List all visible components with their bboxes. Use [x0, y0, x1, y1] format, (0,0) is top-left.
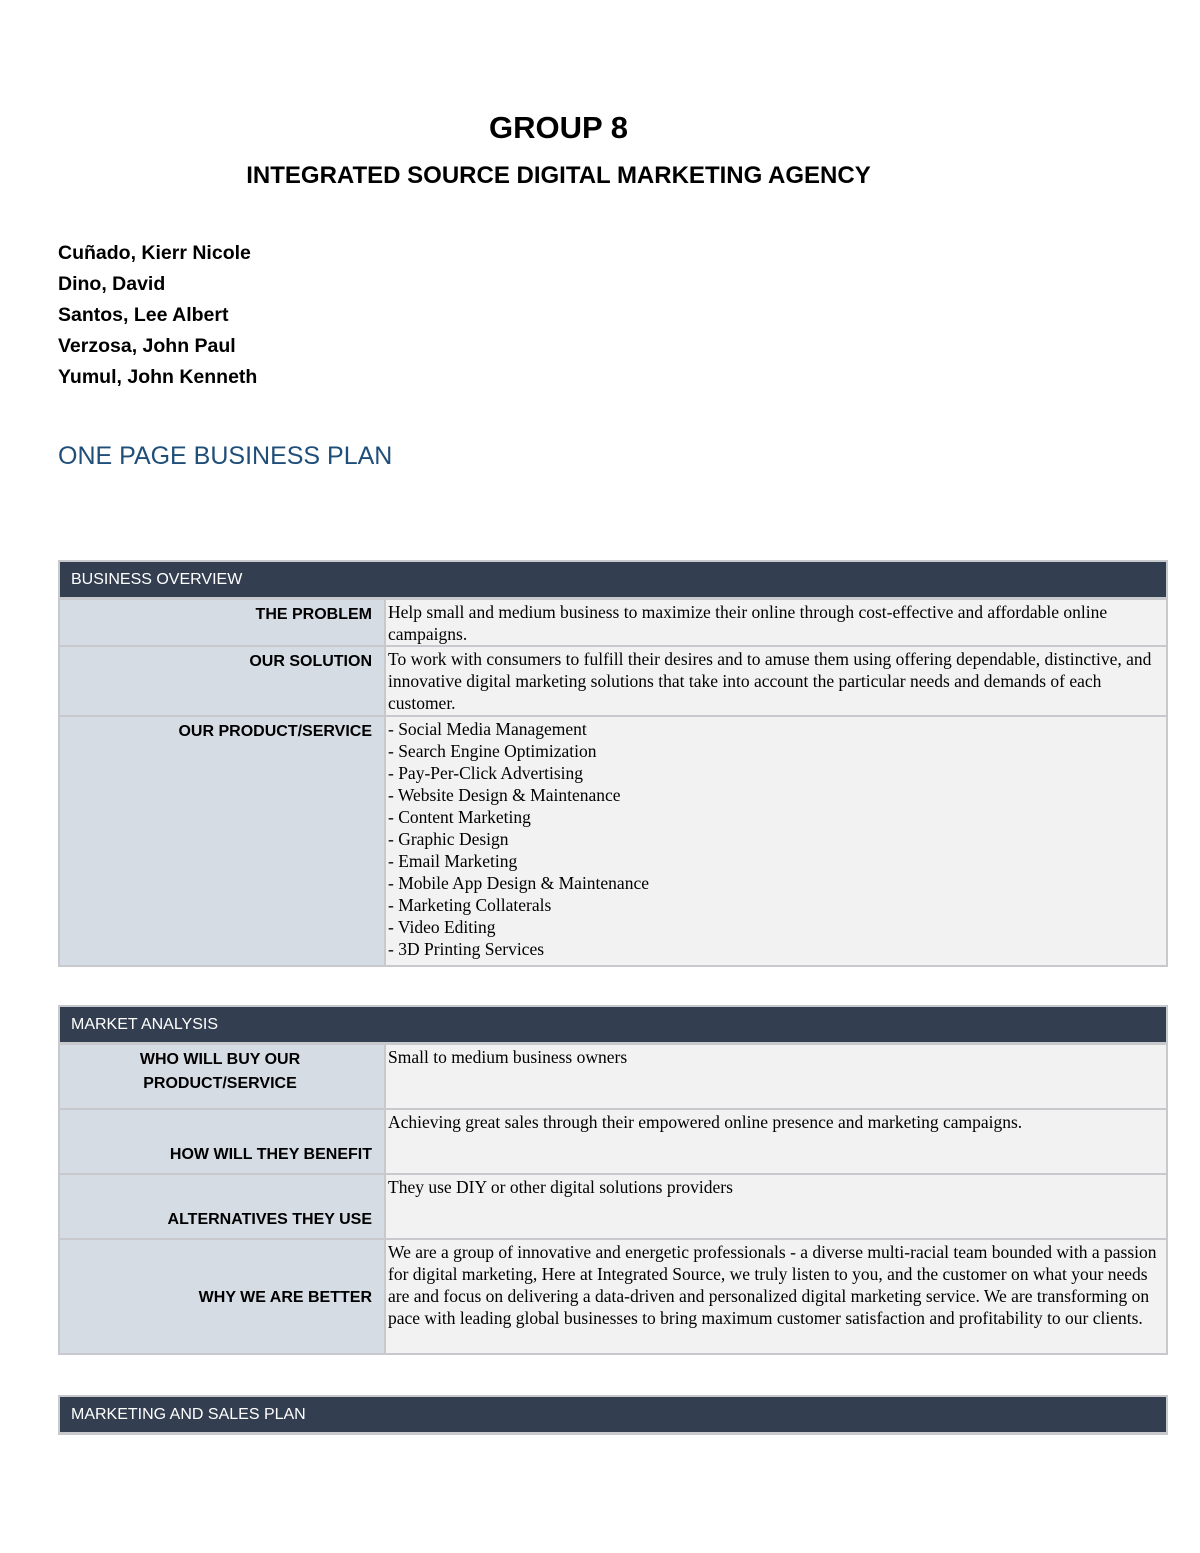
marketing-sales-header: MARKETING AND SALES PLAN	[59, 1396, 1167, 1434]
business-plan-heading: ONE PAGE BUSINESS PLAN	[58, 442, 393, 470]
product-item: - Website Design & Maintenance	[388, 785, 621, 805]
market-analysis-table	[58, 1005, 1168, 1355]
solution-label: OUR SOLUTION	[59, 646, 385, 716]
agency-name: INTEGRATED SOURCE DIGITAL MARKETING AGENCY	[246, 162, 871, 189]
product-item: - Mobile App Design & Maintenance	[388, 873, 649, 893]
document-title: GROUP 8	[489, 110, 628, 145]
product-item: - Marketing Collaterals	[388, 895, 552, 915]
product-item: - Search Engine Optimization	[388, 741, 597, 761]
alternatives-label: ALTERNATIVES THEY USE	[59, 1174, 385, 1239]
problem-value: Help small and medium business to maximize their online through cost-effective and affordable online campaigns.	[385, 599, 1167, 647]
market-analysis-header: MARKET ANALYSIS	[59, 1006, 1167, 1044]
product-list	[385, 716, 1167, 966]
member-name: Santos, Lee Albert	[58, 304, 229, 326]
member-name: Yumul, John Kenneth	[58, 366, 258, 388]
product-item: - Content Marketing	[388, 807, 531, 827]
solution-value: To work with consumers to fulfill their desires and to amuse them using offering dependable, distinctive, and innovative digital marketing solutions that take into account the particular needs and demands of each customer.	[385, 646, 1167, 716]
who-will-buy-value: Small to medium business owners	[385, 1044, 1167, 1109]
member-name: Verzosa, John Paul	[58, 335, 236, 357]
benefit-label: HOW WILL THEY BENEFIT	[59, 1109, 385, 1174]
business-overview-table	[58, 560, 1168, 967]
product-item: - Video Editing	[388, 917, 496, 937]
who-will-buy-label: WHO WILL BUY OUR PRODUCT/SERVICE	[59, 1044, 385, 1109]
product-item: - Social Media Management	[388, 719, 587, 739]
product-item: - 3D Printing Services	[388, 939, 545, 959]
marketing-sales-table	[58, 1395, 1168, 1435]
product-item: - Email Marketing	[388, 851, 518, 871]
product-item: - Graphic Design	[388, 829, 509, 849]
product-label: OUR PRODUCT/SERVICE	[59, 716, 385, 966]
product-item: - Pay-Per-Click Advertising	[388, 763, 584, 783]
why-better-label: WHY WE ARE BETTER	[59, 1239, 385, 1354]
problem-label: THE PROBLEM	[59, 599, 385, 647]
member-name: Cuñado, Kierr Nicole	[58, 242, 251, 264]
why-better-value: We are a group of innovative and energetic professionals - a diverse multi-racial team bounded with a passion for digital marketing, Here at Integrated Source, we truly listen to you, and the customer on what your needs are and focus on delivering a data-driven and personalized digital marketing service. We are transforming on pace with leading global businesses to bring maximum customer satisfaction and profitability to our clients.	[385, 1239, 1167, 1354]
group-members-list	[58, 238, 257, 393]
business-overview-header: BUSINESS OVERVIEW	[59, 561, 1167, 599]
alternatives-value: They use DIY or other digital solutions providers	[385, 1174, 1167, 1239]
member-name: Dino, David	[58, 273, 166, 295]
benefit-value: Achieving great sales through their empowered online presence and marketing campaigns.	[385, 1109, 1167, 1174]
